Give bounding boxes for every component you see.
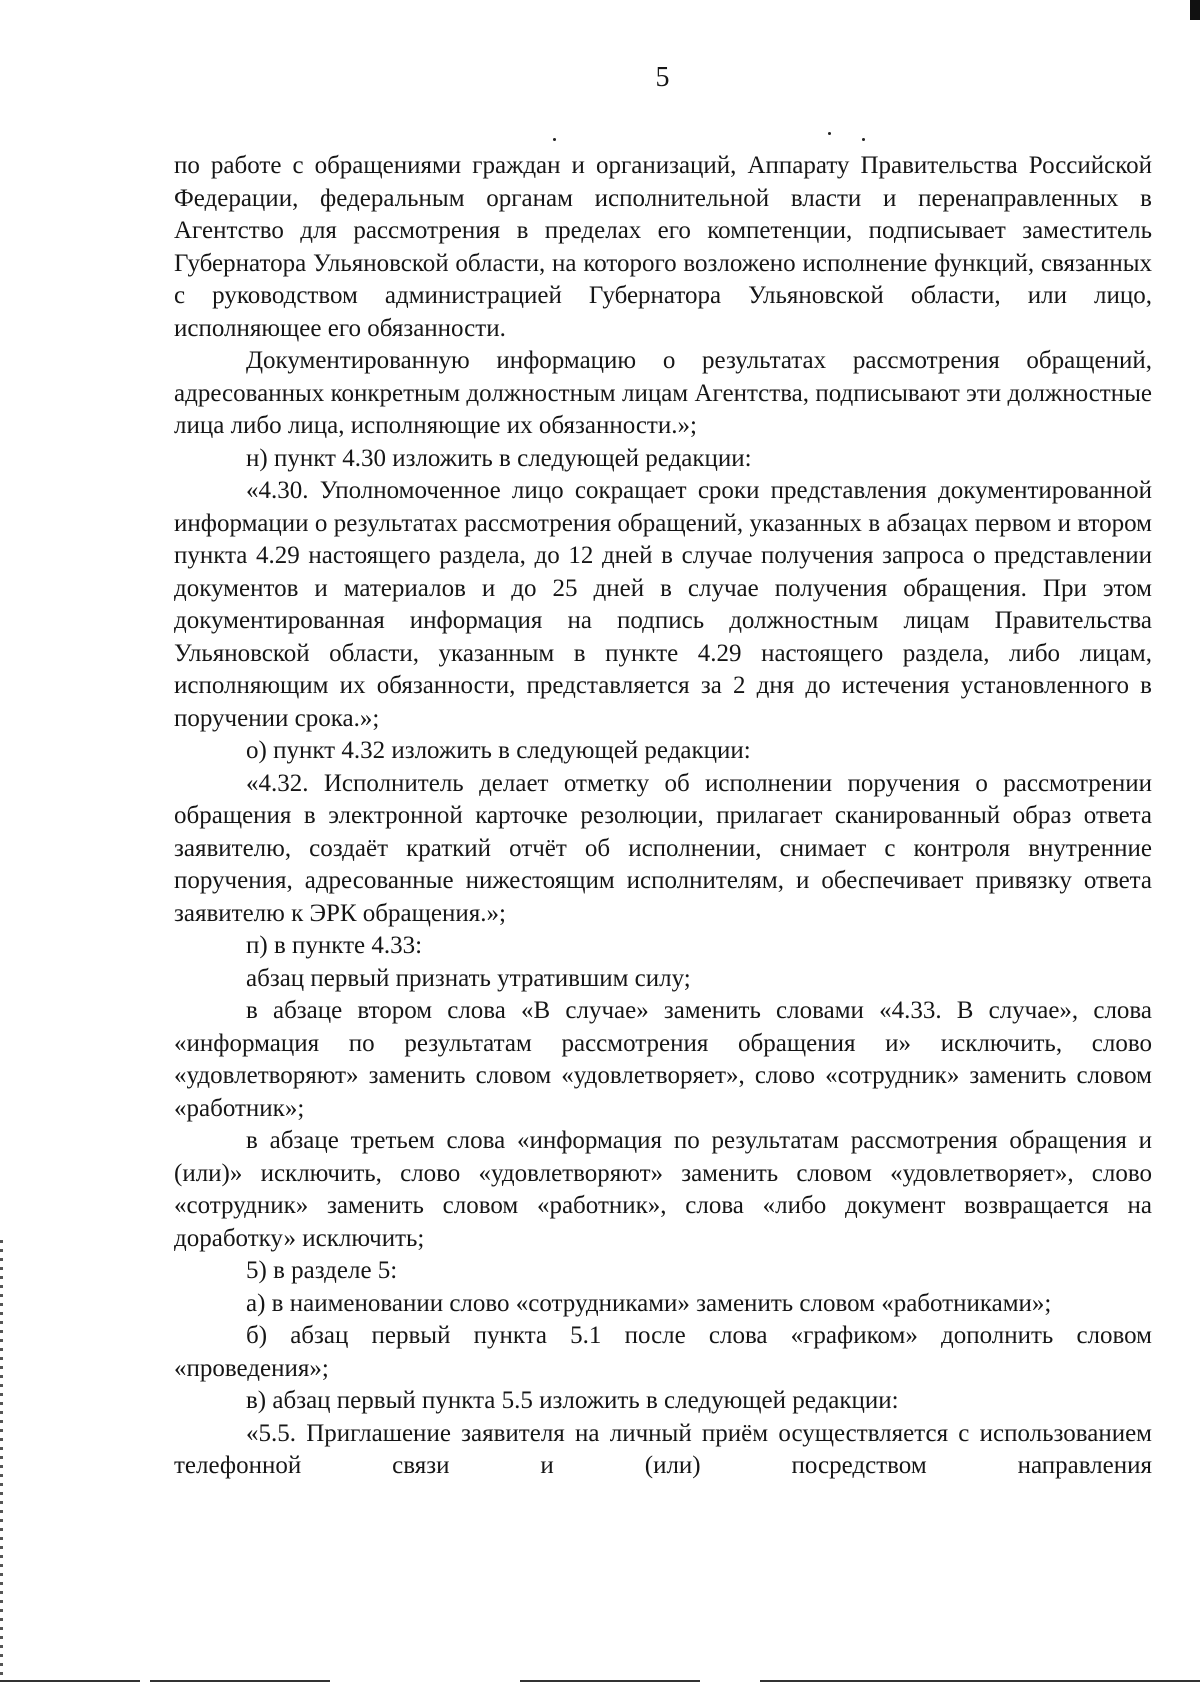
paragraph: б) абзац первый пункта 5.1 после слова «графиком» дополнить словом «проведения»; [174,1322,1152,1382]
paragraph: н) пункт 4.30 изложить в следующей редакции: [246,444,752,472]
paragraph: «5.5. Приглашение заявителя на личный приём осуществляется с использованием телефонной связи и (или) посредством направления [174,1419,1152,1479]
paragraph: абзац первый признать утратившим силу; [246,964,691,992]
paragraph: в абзаце втором слова «В случае» заменить словами «4.33. В случае», слова «информация по результатам рассмотрения обращения и» исключить, слово «удовлетворяют» заменить словом «удовлетворяет», слово «сотрудник» заменить словом «работник»; [174,997,1152,1122]
scan-bottom-rule [0,1680,1200,1682]
paragraph: в) абзац первый пункта 5.5 изложить в следующей редакции: [246,1387,899,1414]
paragraph: в абзаце третьем слова «информация по результатам рассмотрения обращения и (или)» исключить, слово «удовлетворяют» заменить словом «удовлетворяет», слово «сотрудник» заменить словом «работник», слова «либо документ возвращается на доработку» исключить; [174,1127,1152,1252]
paragraph: а) в наименовании слово «сотрудниками» заменить словом «работниками»; [246,1289,1052,1317]
paragraph: «4.32. Исполнитель делает отметку об исполнении поручения о рассмотрении обращения в электронной карточке резолюции, прилагает сканированный образ ответа заявителю, создаёт краткий отчёт об исполнении, снимает с контроля внутренние поручения, адресованные нижестоящим исполнителям, и обеспечивает привязку ответа заявителю к ЭРК обращения.»; [174,769,1152,927]
page-number: 5 [655,62,670,93]
scan-edge-ticks [0,1240,3,1680]
scan-speck [862,138,865,141]
paragraph: 5) в разделе 5: [246,1257,398,1284]
paragraph: по работе с обращениями граждан и организаций, Аппарату Правительства Российской Федерации, федеральным органам исполнительной власти и перенаправленных в Агентство для рассмотрения в пределах его компетенции, подписывает заместитель Губернатора Ульяновской области, на которого возложено исполнение функций, связанных с руководством администрацией Губернатора Ульяновской области, или лицо, исполняющее его обязанности. [174,152,1152,342]
paragraph: «4.30. Уполномоченное лицо сокращает сроки представления документированной информации о результатах рассмотрения обращений, указанных в абзацах первом и втором пункта 4.29 настоящего раздела, до 12 дней в случае получения запроса о представлении документов и материалов и до 25 дней в случае получения обращения. При этом документированная информация на подпись должностным лицам Правительства Ульяновской области, указанным в пункте 4.29 настоящего раздела, либо лицам, исполняющим их обязанности, представляется за 2 дня до истечения установленного в поручении срока.»; [174,477,1152,732]
paragraph: Документированную информацию о результатах рассмотрения обращений, адресованных конкретным должностным лицам Агентства, подписывают эти должностные лица либо лица, исполняющие их обязанности.»; [174,347,1152,439]
paragraph: о) пункт 4.32 изложить в следующей редакции: [246,737,751,764]
paragraph: п) в пункте 4.33: [246,932,423,959]
document-body [174,150,1152,1483]
scan-speck [828,132,831,135]
scan-speck [553,138,556,141]
scan-corner-mark [1190,0,1200,20]
